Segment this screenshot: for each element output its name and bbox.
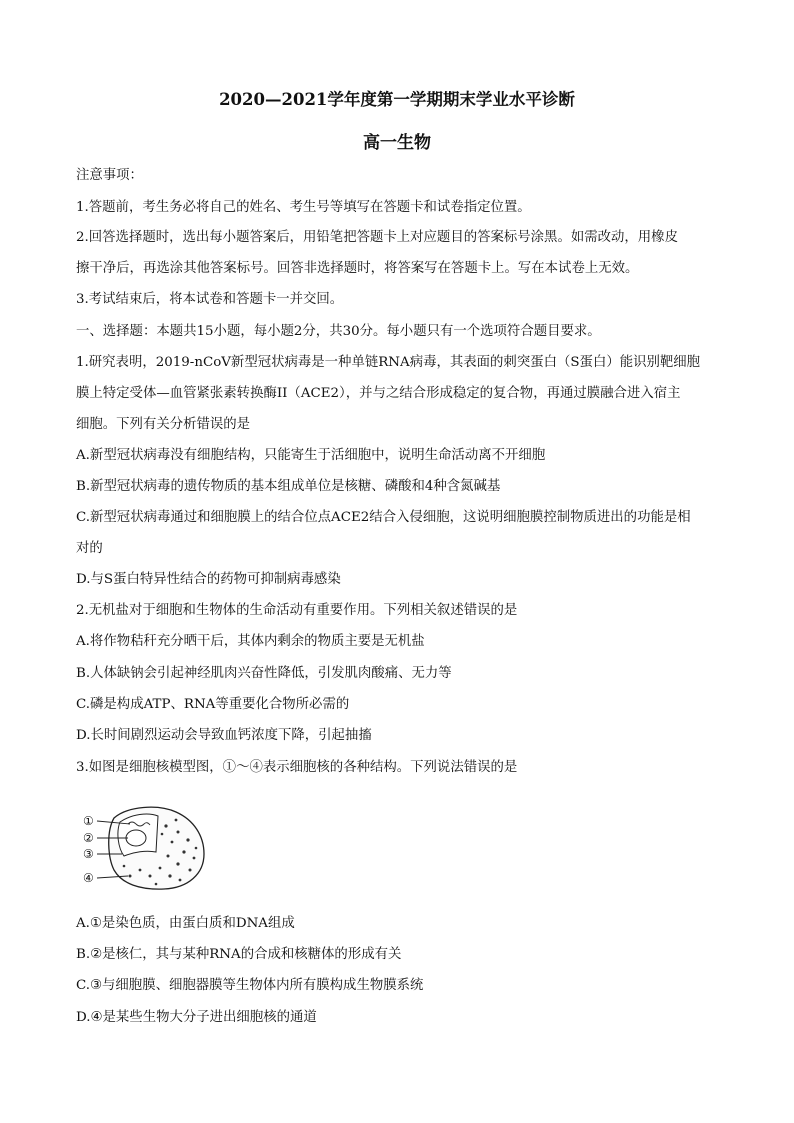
q1-option-b: B.新型冠状病毒的遗传物质的基本组成单位是核糖、磷酸和4种含氮碱基: [76, 479, 501, 494]
notice-item-1: 1.答题前，考生务必将自己的姓名、考生号等填写在答题卡和试卷指定位置。: [76, 200, 531, 215]
section-heading: 一、选择题：本题共15小题，每小题2分，共30分。每小题只有一个选项符合题目要求。: [76, 324, 601, 339]
notice-item-3: 3.考试结束后，将本试卷和答题卡一并交回。: [76, 292, 344, 307]
q1-stem-line-3: 细胞。下列有关分析错误的是: [76, 417, 251, 432]
notice-item-2-line-2: 擦干净后，再选涂其他答案标号。回答非选择题时，将答案写在答题卡上。写在本试卷上无效。: [76, 261, 639, 276]
q3-option-d: D.④是某些生物大分子进出细胞核的通道: [76, 1010, 317, 1025]
q2-option-c: C.磷是构成ATP、RNA等重要化合物所必需的: [76, 697, 350, 712]
figure-label-3: ③: [83, 847, 94, 861]
nucleus-model-figure: [80, 804, 210, 890]
subject-title: 高一生物: [363, 133, 431, 153]
q2-option-b: B.人体缺钠会引起神经肌肉兴奋性降低，引发肌肉酸痛、无力等: [76, 666, 452, 681]
q3-stem: 3.如图是细胞核模型图，①～④表示细胞核的各种结构。下列说法错误的是: [76, 760, 518, 775]
notice-heading: 注意事项：: [76, 168, 143, 183]
notice-item-2-line-1: 2.回答选择题时，选出每小题答案后，用铅笔把答题卡上对应题目的答案标号涂黑。如需改动，用橡皮: [76, 230, 678, 245]
q1-stem-line-1: 1.研究表明，2019-nCoV新型冠状病毒是一种单链RNA病毒，其表面的刺突蛋白（S蛋白）能识别靶细胞: [76, 355, 701, 370]
q1-option-c-line-1: C.新型冠状病毒通过和细胞膜上的结合位点ACE2结合入侵细胞，这说明细胞膜控制物质进出的功能是相: [76, 510, 691, 525]
exam-title: 2020—2021学年度第一学期期末学业水平诊断: [219, 90, 575, 109]
figure-label-4: ④: [83, 871, 94, 885]
q1-option-c-line-2: 对的: [76, 541, 103, 556]
q1-option-a: A.新型冠状病毒没有细胞结构，只能寄生于活细胞中，说明生命活动离不开细胞: [76, 448, 546, 463]
figure-label-2: ②: [83, 831, 94, 845]
q3-option-c: C.③与细胞膜、细胞器膜等生物体内所有膜构成生物膜系统: [76, 978, 424, 993]
nucleolus: [126, 830, 146, 846]
q1-option-d: D.与S蛋白特异性结合的药物可抑制病毒感染: [76, 572, 341, 587]
q3-option-b: B.②是核仁，其与某种RNA的合成和核糖体的形成有关: [76, 947, 402, 962]
q2-option-a: A.将作物秸秆充分晒干后，其体内剩余的物质主要是无机盐: [76, 634, 425, 649]
q2-stem: 2.无机盐对于细胞和生物体的生命活动有重要作用。下列相关叙述错误的是: [76, 603, 518, 618]
figure-label-1: ①: [83, 814, 94, 828]
q3-option-a: A.①是染色质，由蛋白质和DNA组成: [76, 916, 295, 931]
q2-option-d: D.长时间剧烈运动会导致血钙浓度下降，引起抽搐: [76, 728, 372, 743]
q1-stem-line-2: 膜上特定受体—血管紧张素转换酶II（ACE2），并与之结合形成稳定的复合物，再通过膜融合进入宿主: [76, 386, 681, 401]
